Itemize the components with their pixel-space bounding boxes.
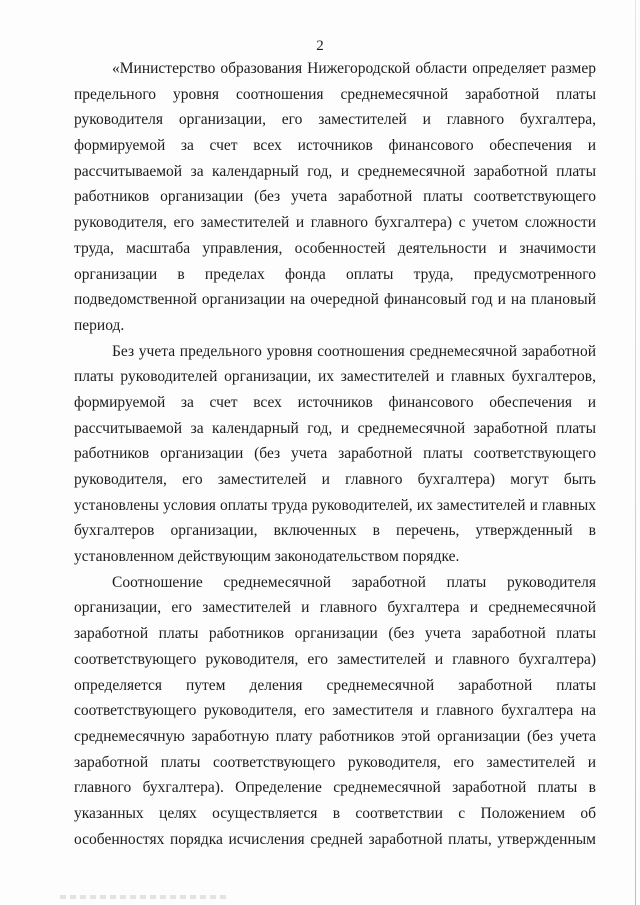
scan-edge <box>635 0 636 905</box>
text-line: период. <box>74 316 125 334</box>
text-line: работников организации (без учета заработной платы соответствующего <box>74 445 596 463</box>
text-line: руководителя организации, его заместителей и главного бухгалтера, <box>74 111 596 129</box>
text-line: организации, его заместителей и главного бухгалтера и среднемесячной <box>74 599 596 617</box>
text-line: указанных целях осуществляется в соответствии с Положением об <box>74 804 596 822</box>
text-line: Соотношение среднемесячной заработной платы руководителя <box>112 573 596 591</box>
text-line: установлены условия оплаты труда руководителей, их заместителей и главных <box>74 496 596 514</box>
text-line: предельного уровня соотношения среднемесячной заработной платы <box>74 85 596 103</box>
text-line: установленном действующим законодательством порядке. <box>74 548 460 566</box>
text-line: соответствующего руководителя, его заместителя и главного бухгалтера на <box>74 702 596 720</box>
text-line: труда, масштаба управления, особенностей деятельности и значимости <box>74 239 596 257</box>
text-line: Без учета предельного уровня соотношения среднемесячной заработной <box>112 342 596 360</box>
page-number: 2 <box>316 38 324 54</box>
text-line: руководителя, его заместителей и главного бухгалтера) с учетом сложности <box>74 214 596 232</box>
text-line: организации в пределах фонда оплаты труда, предусмотренного <box>74 265 596 283</box>
text-line: формируемой за счет всех источников финансового обеспечения и <box>74 137 596 155</box>
scan-bottom-artifact <box>60 895 230 899</box>
text-line: рассчитываемой за календарный год, и среднемесячной заработной платы <box>74 419 596 437</box>
text-line: заработной платы работников организации (без учета заработной платы <box>74 625 596 643</box>
text-line: подведомственной организации на очередной финансовый год и на плановый <box>74 291 596 309</box>
text-line: определяется путем деления среднемесячной заработной платы <box>74 676 596 694</box>
text-line: работников организации (без учета заработной платы соответствующего <box>74 188 596 206</box>
text-line: рассчитываемой за календарный год, и среднемесячной заработной платы <box>74 162 596 180</box>
text-line: «Министерство образования Нижегородской области определяет размер <box>112 60 596 77</box>
text-line: руководителя, его заместителей и главного бухгалтера) могут быть <box>74 471 596 488</box>
text-line: особенностях порядка исчисления средней заработной платы, утвержденным <box>74 830 596 848</box>
text-line: заработной платы соответствующего руководителя, его заместителей и <box>74 753 596 771</box>
document-body <box>74 56 596 852</box>
text-line: бухгалтеров организации, включенных в перечень, утвержденный в <box>74 522 596 540</box>
text-line: формируемой за счет всех источников финансового обеспечения и <box>74 393 596 411</box>
text-line: главного бухгалтера). Определение среднемесячной заработной платы в <box>74 779 596 797</box>
text-line: среднемесячную заработную плату работников этой организации (без учета <box>74 727 596 745</box>
text-line: соответствующего руководителя, его заместителей и главного бухгалтера) <box>74 650 596 668</box>
text-line: платы руководителей организации, их заместителей и главных бухгалтеров, <box>74 368 596 386</box>
